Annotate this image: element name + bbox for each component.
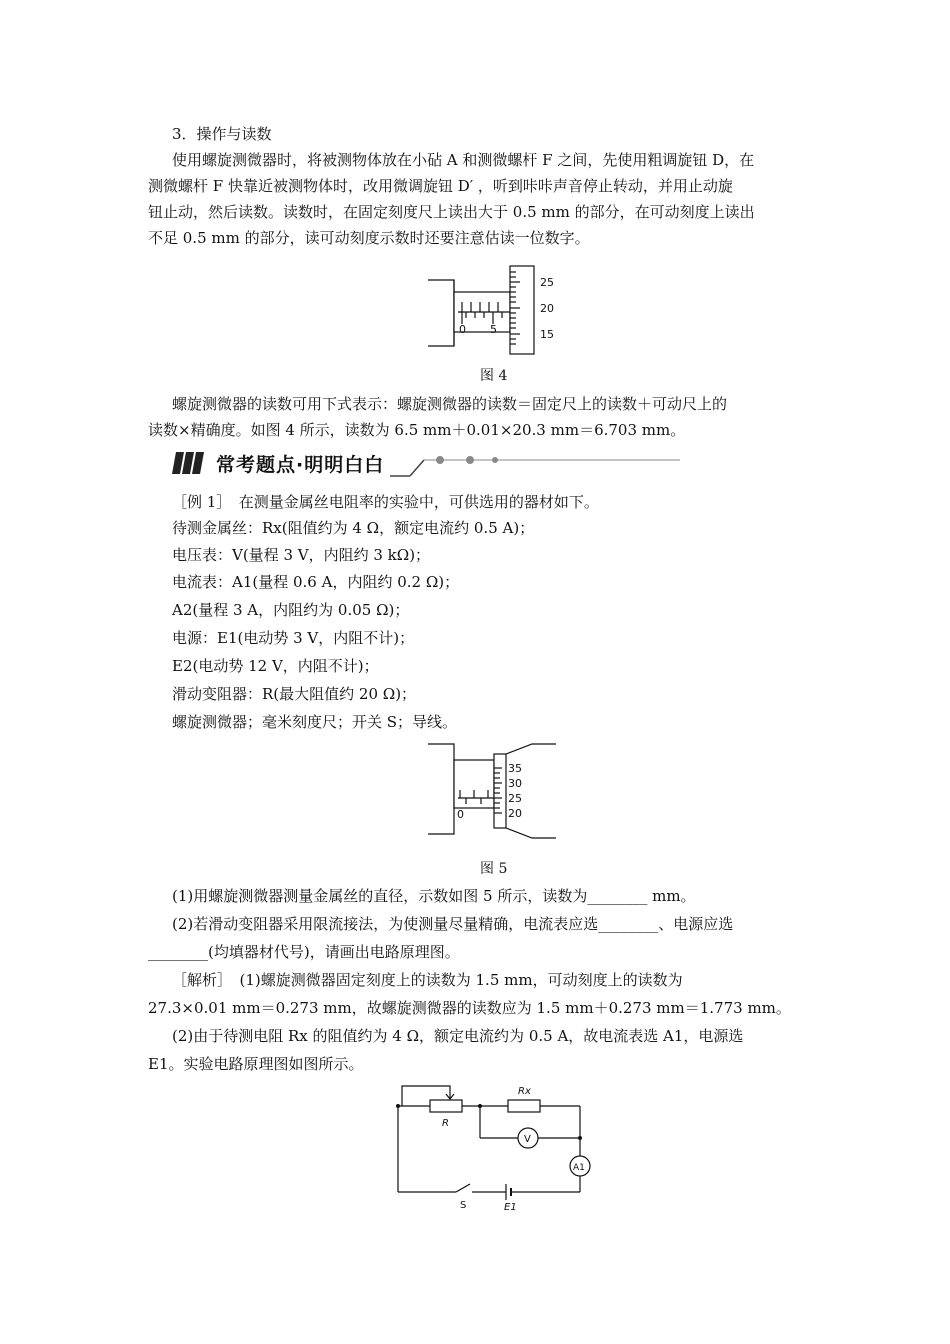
circuit-diagram <box>380 1080 610 1214</box>
example-item: 电流表：A1(量程 0.6 A，内阻约 0.2 Ω)； <box>172 573 460 591</box>
figure-4-micrometer <box>420 262 580 362</box>
analysis-line4: E1。实验电路原理图如图所示。 <box>148 1055 364 1073</box>
para1-line2: 测微螺杆 F 快靠近被测物体时，改用微调旋钮 D′ ，听到咔咔声音停止转动，并用止动旋 <box>148 177 733 195</box>
fig5-thimble-label-35: 35 <box>508 762 522 775</box>
fig4-thimble-label-25: 25 <box>540 276 554 289</box>
circuit-label-s: S <box>460 1200 467 1211</box>
example-item: 滑动变阻器：R(最大阻值约 20 Ω)； <box>172 685 417 703</box>
circuit-label-rx: Rx <box>518 1086 531 1097</box>
example-item: 电源：E1(电动势 3 V，内阻不计)； <box>172 629 415 647</box>
fig5-thimble-label-20: 20 <box>508 807 522 820</box>
fig4-main-label-0: 0 <box>459 323 466 336</box>
para2-line2: 读数×精确度。如图 4 所示，读数为 6.5 mm＋0.01×20.3 mm＝6.703 mm。 <box>148 421 686 439</box>
figure-5-micrometer <box>420 740 590 840</box>
section-heading: 3．操作与读数 <box>172 125 272 143</box>
banner-title: 常考题点·明明白白 <box>216 454 385 476</box>
figure-4-caption: 图 4 <box>480 368 508 384</box>
example-item: E2(电动势 12 V，内阻不计)； <box>172 657 379 675</box>
analysis-line1: ［解析］ (1)螺旋测微器固定刻度上的读数为 1.5 mm，可动刻度上的读数为 <box>172 971 683 989</box>
circuit-label-v: V <box>524 1134 531 1145</box>
fig5-main-label-0: 0 <box>457 808 464 821</box>
banner-decoration <box>390 448 690 478</box>
section-banner <box>170 446 770 480</box>
question-2-line2: ________(均填器材代号)，请画出电路原理图。 <box>148 943 460 961</box>
fig4-main-label-5: 5 <box>490 323 497 336</box>
analysis-line2: 27.3×0.01 mm＝0.273 mm，故螺旋测微器的读数应为 1.5 mm＋0.273 mm＝1.773 mm。 <box>148 999 791 1017</box>
example-item: 待测金属丝：Rx(阻值约为 4 Ω，额定电流约 0.5 A)； <box>172 519 535 537</box>
circuit-label-e1: E1 <box>504 1202 517 1213</box>
banner-stripes-icon <box>170 450 214 476</box>
example-item: 螺旋测微器；毫米刻度尺；开关 S；导线。 <box>172 713 458 731</box>
para1-line3: 钮止动，然后读数。读数时，在固定刻度尺上读出大于 0.5 mm 的部分，在可动刻度上读出 <box>148 203 755 221</box>
para1-line1: 使用螺旋测微器时，将被测物体放在小砧 A 和测微螺杆 F 之间，先使用粗调旋钮 D，在 <box>172 151 755 169</box>
fig4-thimble-label-20: 20 <box>540 302 554 315</box>
example-item: 电压表：V(量程 3 V，内阻约 3 kΩ)； <box>172 546 431 564</box>
circuit-label-a1: A1 <box>573 1163 585 1173</box>
para2-line1: 螺旋测微器的读数可用下式表示：螺旋测微器的读数＝固定尺上的读数＋可动尺上的 <box>172 395 728 413</box>
fig5-thimble-label-30: 30 <box>508 777 522 790</box>
question-1: (1)用螺旋测微器测量金属丝的直径，示数如图 5 所示，读数为________ mm。 <box>172 887 696 905</box>
question-2-line1: (2)若滑动变阻器采用限流接法，为使测量尽量精确，电流表应选________、电源应选 <box>172 915 734 933</box>
para1-line4: 不足 0.5 mm 的部分，读可动刻度示数时还要注意估读一位数字。 <box>148 229 590 247</box>
circuit-label-r: R <box>442 1118 449 1129</box>
fig4-thimble-label-15: 15 <box>540 328 554 341</box>
analysis-line3: (2)由于待测电阻 Rx 的阻值约为 4 Ω，额定电流约为 0.5 A，故电流表选 A1，电源选 <box>172 1027 744 1045</box>
example-intro: ［例 1］ 在测量金属丝电阻率的实验中，可供选用的器材如下。 <box>172 493 599 511</box>
fig5-thimble-label-25: 25 <box>508 792 522 805</box>
example-item: A2(量程 3 A，内阻约为 0.05 Ω)； <box>172 601 410 619</box>
figure-5-caption: 图 5 <box>480 861 508 877</box>
